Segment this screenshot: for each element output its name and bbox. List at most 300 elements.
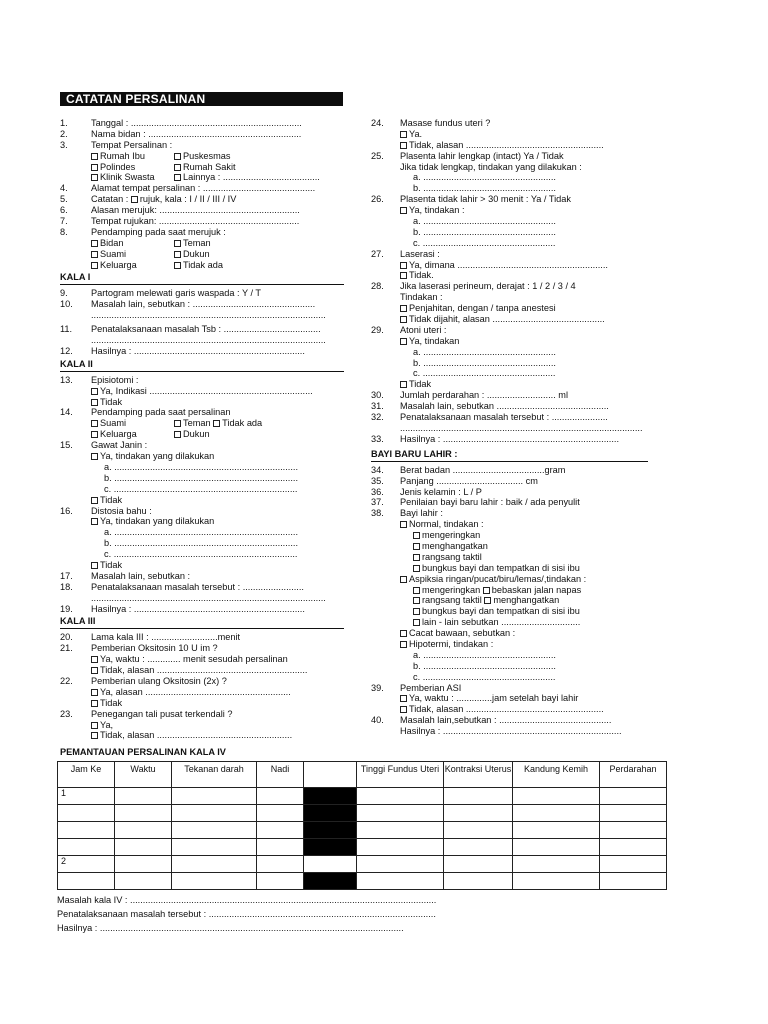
checkbox[interactable] bbox=[213, 420, 220, 427]
continuation-line: Jika tidak lengkap, tindakan yang dilakukan : bbox=[400, 161, 582, 172]
checkbox[interactable] bbox=[91, 722, 98, 729]
option[interactable] bbox=[174, 238, 211, 249]
table-cell[interactable] bbox=[257, 822, 304, 839]
item-text bbox=[91, 571, 190, 582]
checkbox[interactable] bbox=[91, 388, 98, 395]
table-cell[interactable] bbox=[257, 873, 304, 890]
item-text bbox=[91, 118, 302, 129]
continuation-line: c. .................................................... bbox=[413, 368, 556, 379]
item-label: Berat badan ....................................gram bbox=[400, 464, 566, 475]
item-number: 14. bbox=[60, 407, 73, 418]
item-number: 24. bbox=[371, 118, 384, 128]
checkbox[interactable] bbox=[174, 153, 181, 160]
item-number: 2. bbox=[60, 128, 68, 139]
form-subline bbox=[60, 730, 344, 741]
checkbox[interactable] bbox=[91, 420, 98, 427]
form-subline bbox=[371, 628, 648, 639]
form-subline bbox=[60, 549, 344, 560]
form-item bbox=[60, 205, 344, 216]
item-label: Penatalaksanaan masalah tersebut : ........................ bbox=[91, 581, 304, 592]
continuation-line: c. ........................................................................ bbox=[104, 549, 298, 560]
item-number: 32. bbox=[371, 412, 384, 423]
item-text bbox=[400, 683, 461, 694]
checkbox[interactable] bbox=[413, 619, 420, 626]
item-number: 19. bbox=[60, 603, 73, 614]
table-cell[interactable] bbox=[357, 873, 444, 890]
option[interactable] bbox=[174, 172, 320, 183]
table-cell[interactable] bbox=[513, 839, 600, 856]
item-number: 29. bbox=[371, 324, 384, 335]
item-label: Plasenta lahir lengkap (intact) Ya / Tidak bbox=[400, 150, 564, 161]
form-subline bbox=[60, 386, 344, 397]
checkbox[interactable] bbox=[400, 338, 407, 345]
table-cell[interactable] bbox=[257, 856, 304, 873]
item-label: Hasilnya : ..................................................................... bbox=[400, 433, 620, 444]
item-label: Alamat tempat persalinan : ............................................ bbox=[91, 183, 316, 194]
item-text bbox=[400, 715, 611, 726]
checkbox[interactable] bbox=[413, 565, 420, 572]
item-text bbox=[91, 440, 147, 451]
form-item bbox=[60, 604, 344, 615]
table-header-cell: Nadi bbox=[257, 762, 304, 788]
checkbox[interactable] bbox=[91, 399, 98, 406]
checkbox[interactable] bbox=[91, 153, 98, 160]
table-cell[interactable] bbox=[58, 805, 115, 822]
form-subline bbox=[60, 538, 344, 549]
form-subline bbox=[60, 593, 344, 604]
form-item bbox=[371, 508, 648, 519]
item-label: Bayi lahir : bbox=[400, 508, 443, 519]
form-subline bbox=[371, 552, 648, 563]
item-number: 12. bbox=[60, 345, 73, 356]
continuation-line: ............................................................................................ bbox=[91, 592, 326, 603]
option[interactable] bbox=[91, 249, 174, 260]
shaded-cell bbox=[304, 822, 357, 839]
form-subline bbox=[60, 527, 344, 538]
checkbox[interactable] bbox=[484, 597, 491, 604]
item-label: Masalah lain,sebutkan : ............................................ bbox=[400, 715, 612, 726]
item-text bbox=[91, 216, 299, 227]
item-text bbox=[400, 151, 564, 162]
kala4-masalah: Masalah kala IV : ........................................................................................................................ bbox=[57, 895, 437, 905]
table-row bbox=[58, 788, 667, 805]
item-label: Jumlah perdarahan : ........................... ml bbox=[400, 390, 568, 401]
option[interactable] bbox=[91, 260, 174, 271]
item-label: Masalah lain, sebutkan : bbox=[91, 570, 191, 581]
table-cell[interactable] bbox=[58, 822, 115, 839]
form-subline bbox=[371, 726, 648, 737]
item-label: Laserasi : bbox=[400, 248, 440, 259]
table-cell[interactable] bbox=[115, 839, 172, 856]
checkbox[interactable] bbox=[91, 174, 98, 181]
item-text bbox=[400, 508, 443, 519]
table-cell[interactable] bbox=[357, 839, 444, 856]
table-row bbox=[58, 839, 667, 856]
item-text bbox=[91, 194, 236, 205]
option-label: Keluarga bbox=[100, 429, 137, 440]
option-label: Tidak ada bbox=[222, 418, 263, 429]
item-number: 9. bbox=[60, 288, 68, 299]
form-item bbox=[371, 151, 648, 162]
option-label: Klinik Swasta bbox=[100, 172, 155, 183]
form-item bbox=[60, 118, 344, 129]
option-label: Tidak, alasan ...................................................... bbox=[409, 139, 604, 150]
option[interactable] bbox=[174, 162, 236, 173]
table-cell[interactable] bbox=[444, 822, 513, 839]
table-cell[interactable] bbox=[357, 788, 444, 805]
checkbox[interactable] bbox=[400, 131, 407, 138]
option-label: bungkus bayi dan tempatkan di sisi ibu bbox=[422, 606, 580, 617]
form-subline bbox=[371, 270, 648, 281]
form-subline bbox=[60, 172, 344, 183]
shaded-cell bbox=[304, 805, 357, 822]
kala4-title: PEMANTAUAN PERSALINAN KALA IV bbox=[60, 747, 226, 757]
form-subline bbox=[371, 574, 648, 585]
option[interactable] bbox=[174, 429, 210, 440]
checkbox[interactable] bbox=[91, 562, 98, 569]
checkbox[interactable] bbox=[91, 240, 98, 247]
section-bayi-baru-lahir: BAYI BARU LAHIR : bbox=[371, 449, 648, 462]
table-cell[interactable] bbox=[513, 856, 600, 873]
form-subline bbox=[60, 238, 344, 249]
form-subline bbox=[371, 227, 648, 238]
checkbox[interactable] bbox=[400, 521, 407, 528]
checkbox[interactable] bbox=[174, 251, 181, 258]
option-label: Ya. bbox=[409, 128, 423, 139]
option[interactable] bbox=[174, 260, 223, 271]
option-label: rujuk, kala : I / II / III / IV bbox=[139, 194, 237, 205]
option-label: bebaskan jalan napas bbox=[491, 584, 582, 595]
table-row bbox=[58, 856, 667, 873]
form-item bbox=[60, 129, 344, 140]
option[interactable] bbox=[213, 418, 262, 429]
form-item bbox=[60, 506, 344, 517]
table-cell[interactable] bbox=[115, 805, 172, 822]
option-label: menghangatkan bbox=[422, 540, 488, 551]
continuation-line: ............................................................................................... bbox=[400, 422, 643, 433]
table-cell[interactable] bbox=[600, 839, 667, 856]
form-subline bbox=[371, 585, 648, 596]
table-cell[interactable] bbox=[304, 856, 357, 873]
option[interactable] bbox=[91, 429, 174, 440]
checkbox[interactable] bbox=[413, 608, 420, 615]
option-label: Rumah Sakit bbox=[183, 161, 236, 172]
checkbox[interactable] bbox=[400, 142, 407, 149]
checkbox[interactable] bbox=[131, 196, 138, 203]
table-header-cell: Perdarahan bbox=[600, 762, 667, 788]
form-subline bbox=[60, 249, 344, 260]
checkbox[interactable] bbox=[400, 262, 407, 269]
checkbox[interactable] bbox=[91, 656, 98, 663]
option-label: Teman bbox=[183, 418, 211, 429]
table-cell[interactable] bbox=[513, 805, 600, 822]
checkbox[interactable] bbox=[400, 316, 407, 323]
form-subline bbox=[371, 379, 648, 390]
checkbox[interactable] bbox=[91, 453, 98, 460]
form-item bbox=[371, 683, 648, 694]
checkbox[interactable] bbox=[91, 700, 98, 707]
item-text bbox=[91, 407, 230, 418]
checkbox[interactable] bbox=[413, 587, 420, 594]
checkbox[interactable] bbox=[483, 587, 490, 594]
option-label: Ya, waktu : ............. menit sesudah persalinan bbox=[100, 654, 288, 665]
form-subline bbox=[371, 672, 648, 683]
form-item bbox=[60, 407, 344, 418]
item-text bbox=[400, 118, 490, 129]
form-subline bbox=[60, 429, 344, 440]
checkbox[interactable] bbox=[413, 554, 420, 561]
option-label: Tidak bbox=[100, 559, 123, 570]
option-label: Ya, alasan ......................................................... bbox=[100, 686, 291, 697]
left-column bbox=[60, 118, 344, 741]
option-label: Ya, tindakan yang dilakukan bbox=[100, 516, 215, 527]
item-number: 37. bbox=[371, 497, 384, 508]
continuation-line: Hasilnya : ...................................................................... bbox=[400, 726, 622, 737]
table-cell[interactable] bbox=[357, 856, 444, 873]
form-item bbox=[60, 643, 344, 654]
table-cell[interactable] bbox=[58, 873, 115, 890]
option[interactable] bbox=[174, 249, 210, 260]
checkbox[interactable] bbox=[91, 497, 98, 504]
item-label: Masalah lain, sebutkan : ................................................ bbox=[91, 299, 316, 310]
option-label: Dukun bbox=[183, 429, 210, 440]
item-text bbox=[400, 487, 482, 498]
item-label: Pendamping pada saat merujuk : bbox=[91, 226, 226, 237]
form-title: CATATAN PERSALINAN bbox=[66, 92, 206, 106]
form-subline bbox=[371, 336, 648, 347]
table-cell[interactable] bbox=[600, 822, 667, 839]
checkbox[interactable] bbox=[174, 174, 181, 181]
form-subline bbox=[60, 484, 344, 495]
form-subline bbox=[371, 639, 648, 650]
checkbox[interactable] bbox=[91, 667, 98, 674]
table-cell[interactable] bbox=[115, 822, 172, 839]
form-subline bbox=[371, 617, 648, 628]
item-number: 6. bbox=[60, 205, 68, 216]
continuation-line: b. .................................................... bbox=[413, 183, 556, 194]
checkbox[interactable] bbox=[400, 576, 407, 583]
form-item bbox=[371, 390, 648, 401]
form-subline bbox=[371, 260, 648, 271]
form-item bbox=[371, 401, 648, 412]
table-cell[interactable] bbox=[357, 805, 444, 822]
item-label: Distosia bahu : bbox=[91, 505, 152, 516]
table-cell[interactable] bbox=[115, 788, 172, 805]
form-subline bbox=[371, 519, 648, 530]
item-label: Tempat Persalinan : bbox=[91, 139, 173, 150]
table-cell[interactable] bbox=[172, 839, 257, 856]
checkbox[interactable] bbox=[413, 543, 420, 550]
checkbox[interactable] bbox=[91, 431, 98, 438]
table-cell[interactable] bbox=[58, 839, 115, 856]
item-text bbox=[400, 401, 609, 412]
table-cell[interactable] bbox=[444, 873, 513, 890]
item-label: Panjang .................................. cm bbox=[400, 475, 538, 486]
item-number: 31. bbox=[371, 401, 384, 412]
item-text bbox=[91, 205, 300, 216]
table-cell[interactable] bbox=[600, 788, 667, 805]
option-label: Ya, tindakan yang dilakukan bbox=[100, 451, 215, 462]
form-subline bbox=[60, 665, 344, 676]
continuation-line: a. .................................................... bbox=[413, 346, 556, 357]
kala4-monitoring-table bbox=[57, 761, 667, 890]
form-subline bbox=[60, 516, 344, 527]
form-item bbox=[60, 183, 344, 194]
checkbox[interactable] bbox=[174, 164, 181, 171]
option[interactable] bbox=[91, 418, 174, 429]
item-number: 16. bbox=[60, 505, 73, 516]
item-text bbox=[91, 299, 315, 310]
checkbox[interactable] bbox=[400, 706, 407, 713]
form-subline bbox=[371, 216, 648, 227]
table-cell[interactable] bbox=[115, 856, 172, 873]
checkbox[interactable] bbox=[400, 207, 407, 214]
item-label: Masase fundus uteri ? bbox=[400, 118, 491, 128]
checkbox[interactable] bbox=[91, 689, 98, 696]
option-label: mengeringkan bbox=[422, 584, 481, 595]
item-label: Penegangan tali pusat terkendali ? bbox=[91, 708, 233, 719]
item-number: 27. bbox=[371, 248, 384, 259]
form-subline bbox=[371, 530, 648, 541]
option-label: Rumah Ibu bbox=[100, 150, 145, 161]
table-cell[interactable] bbox=[172, 873, 257, 890]
item-number: 23. bbox=[60, 708, 73, 719]
option-label: Ya, bbox=[100, 719, 114, 730]
checkbox[interactable] bbox=[91, 262, 98, 269]
form-subline bbox=[371, 358, 648, 369]
item-number: 7. bbox=[60, 216, 68, 227]
checkbox[interactable] bbox=[174, 431, 181, 438]
table-cell[interactable] bbox=[444, 805, 513, 822]
table-cell[interactable] bbox=[513, 822, 600, 839]
form-subline bbox=[371, 129, 648, 140]
checkbox[interactable] bbox=[400, 630, 407, 637]
item-label: Tempat rujukan: ....................................................... bbox=[91, 216, 300, 227]
option[interactable] bbox=[174, 418, 211, 429]
form-subline bbox=[60, 654, 344, 665]
checkbox[interactable] bbox=[400, 695, 407, 702]
table-cell[interactable] bbox=[357, 822, 444, 839]
form-subline bbox=[60, 335, 344, 346]
continuation-line: a. ........................................................................ bbox=[104, 461, 299, 472]
item-text bbox=[400, 249, 440, 260]
form-subline bbox=[60, 462, 344, 473]
form-item bbox=[60, 676, 344, 687]
form-item bbox=[60, 632, 344, 643]
checkbox[interactable] bbox=[91, 518, 98, 525]
item-label: Pemberian ASI bbox=[400, 682, 462, 693]
checkbox[interactable] bbox=[174, 240, 181, 247]
form-item bbox=[371, 715, 648, 726]
checkbox[interactable] bbox=[400, 305, 407, 312]
form-subline bbox=[60, 495, 344, 506]
table-cell[interactable] bbox=[172, 856, 257, 873]
section-kala1: KALA I bbox=[60, 272, 344, 285]
form-item bbox=[60, 375, 344, 386]
table-cell[interactable] bbox=[600, 873, 667, 890]
form-subline bbox=[371, 292, 648, 303]
checkbox[interactable] bbox=[400, 272, 407, 279]
option-label: Tidak bbox=[100, 494, 123, 505]
item-label: Jika laserasi perineum, derajat : 1 / 2 / 3 / 4 bbox=[400, 281, 576, 292]
option-label: Suami bbox=[100, 248, 127, 259]
checkbox[interactable] bbox=[400, 381, 407, 388]
checkbox[interactable] bbox=[91, 251, 98, 258]
table-cell[interactable] bbox=[513, 873, 600, 890]
option-label: Tidak dijahit, alasan ............................................ bbox=[409, 314, 605, 325]
option[interactable] bbox=[91, 151, 174, 162]
item-text bbox=[91, 324, 321, 335]
table-header-cell bbox=[304, 762, 357, 788]
table-cell[interactable] bbox=[172, 822, 257, 839]
item-number: 20. bbox=[60, 632, 73, 643]
checkbox[interactable] bbox=[91, 164, 98, 171]
table-cell[interactable] bbox=[600, 856, 667, 873]
table-cell[interactable] bbox=[444, 788, 513, 805]
continuation-line: a. .................................................... bbox=[413, 172, 556, 183]
item-number: 11. bbox=[60, 324, 73, 335]
item-text bbox=[400, 412, 608, 423]
item-label: Pemberian ulang Oksitosin (2x) ? bbox=[91, 675, 227, 686]
item-text bbox=[91, 140, 172, 151]
item-label: Masalah lain, sebutkan ............................................ bbox=[400, 401, 609, 412]
checkbox[interactable] bbox=[91, 732, 98, 739]
option[interactable] bbox=[174, 151, 231, 162]
form-item bbox=[371, 194, 648, 205]
table-cell[interactable] bbox=[257, 805, 304, 822]
table-cell[interactable] bbox=[257, 788, 304, 805]
item-label: Jenis kelamin : L / P bbox=[400, 486, 482, 497]
table-cell[interactable] bbox=[115, 873, 172, 890]
form-subline bbox=[371, 347, 648, 358]
item-label: Penilaian bayi baru lahir : baik / ada penyulit bbox=[400, 497, 580, 508]
continuation-line: c. .................................................... bbox=[413, 237, 556, 248]
table-header-row bbox=[58, 762, 667, 788]
form-subline bbox=[371, 650, 648, 661]
item-number: 17. bbox=[60, 570, 73, 581]
table-cell[interactable] bbox=[444, 856, 513, 873]
item-number: 33. bbox=[371, 433, 384, 444]
table-cell[interactable] bbox=[513, 788, 600, 805]
checkbox[interactable] bbox=[400, 641, 407, 648]
item-label: Atoni uteri : bbox=[400, 324, 447, 335]
option[interactable] bbox=[91, 238, 174, 249]
continuation-line: Tindakan : bbox=[400, 292, 443, 303]
table-cell[interactable] bbox=[257, 839, 304, 856]
form-subline bbox=[60, 687, 344, 698]
table-cell[interactable] bbox=[444, 839, 513, 856]
option-label: Tidak, alasan ........................................................... bbox=[100, 665, 308, 676]
item-number: 30. bbox=[371, 390, 384, 401]
checkbox[interactable] bbox=[413, 532, 420, 539]
table-cell[interactable] bbox=[172, 788, 257, 805]
option-label: Tidak, alasan ...................................................... bbox=[409, 704, 604, 715]
table-cell[interactable] bbox=[172, 805, 257, 822]
option-label: Dukun bbox=[183, 248, 210, 259]
form-subline bbox=[371, 606, 648, 617]
item-number: 40. bbox=[371, 715, 384, 726]
form-subline bbox=[60, 560, 344, 571]
option[interactable] bbox=[91, 162, 174, 173]
checkbox[interactable] bbox=[174, 420, 181, 427]
checkbox[interactable] bbox=[174, 262, 181, 269]
table-cell[interactable] bbox=[600, 805, 667, 822]
item-number: 3. bbox=[60, 139, 68, 150]
checkbox[interactable] bbox=[413, 597, 420, 604]
item-label: Penatalaksanaan masalah Tsb : ...................................... bbox=[91, 324, 321, 335]
option[interactable] bbox=[91, 172, 174, 183]
kala4-penatalaksanaan: Penatalaksanaan masalah tersebut : ......................................................................................... bbox=[57, 909, 436, 919]
